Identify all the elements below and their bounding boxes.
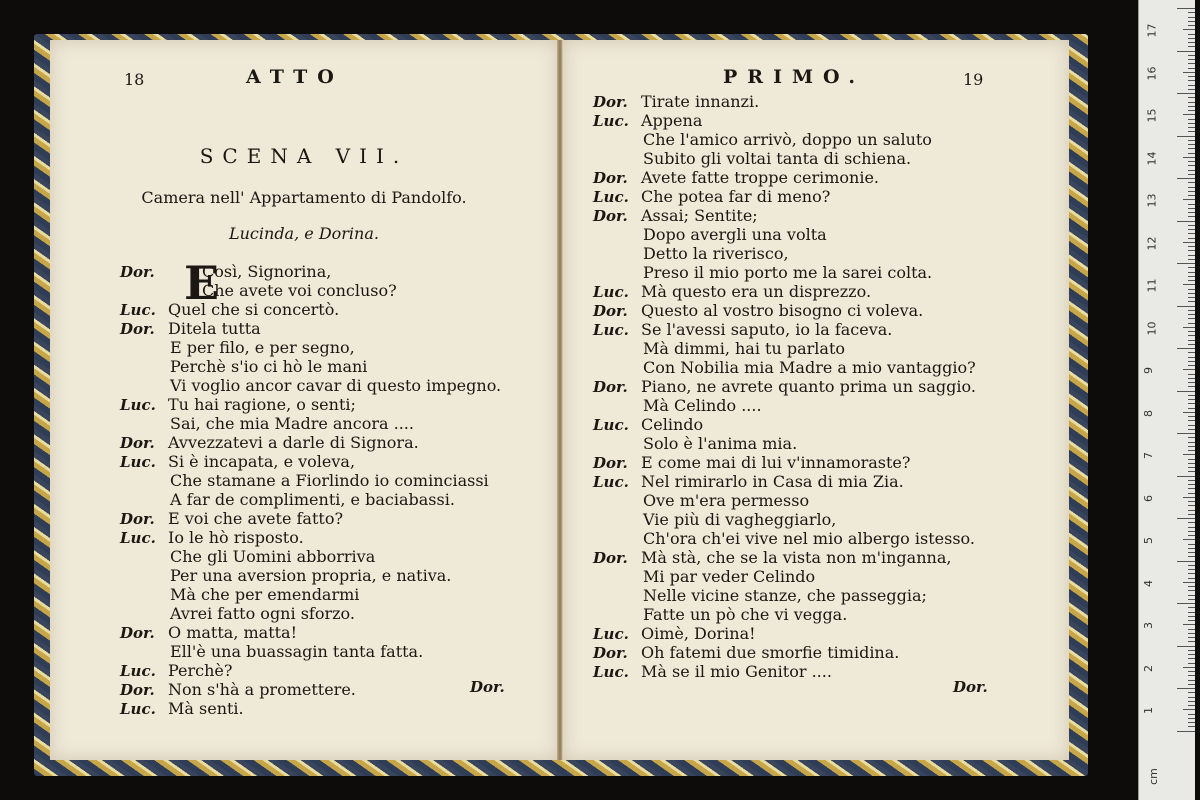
catchword: Dor.: [953, 678, 988, 696]
ruler-tick: [1188, 612, 1195, 613]
verse-line: Preso il mio porto me la sarei colta.: [643, 263, 933, 282]
ruler-tick: [1188, 684, 1195, 685]
ruler-number: 3: [1142, 622, 1155, 629]
speaker-label: Dor.: [120, 624, 155, 642]
verse-line: Appena: [641, 111, 703, 130]
ruler-tick: [1188, 531, 1195, 532]
ruler-number: 2: [1142, 664, 1155, 672]
ruler-tick: [1188, 658, 1195, 659]
ruler-tick: [1188, 204, 1195, 205]
ruler-tick: [1188, 510, 1195, 511]
ruler-tick: [1183, 667, 1195, 668]
ruler-tick: [1188, 131, 1195, 132]
ruler-tick: [1188, 548, 1195, 549]
ruler-tick: [1177, 688, 1195, 689]
speaker-label: Luc.: [593, 416, 629, 434]
ruler-tick: [1188, 144, 1195, 145]
ruler-tick: [1188, 365, 1195, 366]
verse-line: E per filo, e per segno,: [170, 338, 355, 357]
ruler-tick: [1177, 348, 1195, 349]
measuring-ruler: [1138, 0, 1195, 800]
ruler-tick: [1188, 170, 1195, 171]
ruler-tick: [1188, 480, 1195, 481]
ruler-tick: [1177, 178, 1195, 179]
verse-line: Avrei fatto ogni sforzo.: [170, 604, 355, 623]
ruler-tick: [1177, 136, 1195, 137]
ruler-tick: [1188, 641, 1195, 642]
ruler-tick: [1183, 199, 1195, 200]
ruler-tick: [1188, 293, 1195, 294]
ruler-tick: [1188, 544, 1195, 545]
ruler-tick: [1188, 110, 1195, 111]
verse-line: Avete fatte troppe cerimonie.: [641, 168, 879, 187]
ruler-tick: [1188, 718, 1195, 719]
ruler-tick: [1188, 616, 1195, 617]
ruler-tick: [1188, 633, 1195, 634]
ruler-number: 6: [1142, 494, 1155, 502]
ruler-tick: [1177, 93, 1195, 94]
ruler-tick: [1188, 331, 1195, 332]
verse-line: Avvezzatevi a darle di Signora.: [168, 433, 419, 452]
ruler-tick: [1188, 586, 1195, 587]
verse-line: Tu hai ragione, o senti;: [168, 395, 356, 414]
verse-line: Che gli Uomini abborriva: [170, 547, 376, 566]
ruler-number: 9: [1142, 367, 1155, 374]
verse-line: O matta, matta!: [168, 623, 298, 642]
catchword: Dor.: [470, 678, 505, 696]
ruler-tick: [1188, 289, 1195, 290]
ruler-tick: [1188, 420, 1195, 421]
ruler-tick: [1188, 174, 1195, 175]
ruler-tick: [1188, 386, 1195, 387]
ruler-tick: [1188, 459, 1195, 460]
ruler-tick: [1183, 497, 1195, 498]
scene-setting: Camera nell' Appartamento di Pandolfo.: [141, 188, 467, 207]
verse-line: Mà questo era un disprezzo.: [641, 282, 872, 301]
ruler-tick: [1188, 187, 1195, 188]
ruler-tick: [1183, 114, 1195, 115]
ruler-number: 1: [1142, 707, 1155, 714]
ruler-tick: [1188, 442, 1195, 443]
ruler-tick: [1188, 208, 1195, 209]
speaker-label: Luc.: [120, 662, 156, 680]
ruler-tick: [1177, 603, 1195, 604]
ruler-tick: [1188, 556, 1195, 557]
ruler-number: 16: [1145, 66, 1159, 80]
running-head: ATTO: [246, 66, 344, 88]
speaker-label: Dor.: [593, 378, 628, 396]
ruler-tick: [1188, 403, 1195, 404]
verse-line: Perchè s'io ci hò le mani: [170, 357, 368, 376]
scene-characters: Lucinda, e Dorina.: [229, 224, 379, 243]
verse-line: Sai, che mia Madre ancora ....: [170, 414, 414, 433]
speaker-label: Luc.: [593, 283, 629, 301]
ruler-tick: [1188, 165, 1195, 166]
ruler-tick: [1188, 463, 1195, 464]
verse-line: Se l'avessi saputo, io la faceva.: [641, 320, 893, 339]
ruler-tick: [1188, 127, 1195, 128]
speaker-label: Luc.: [593, 321, 629, 339]
verse-line: Questo al vostro bisogno ci voleva.: [641, 301, 924, 320]
scene-title: SCENA VII.: [199, 144, 409, 168]
verse-line: Mà se il mio Genitor ....: [641, 662, 832, 681]
ruler-tick: [1188, 382, 1195, 383]
verse-line: Che l'amico arrivò, doppo un saluto: [643, 130, 932, 149]
ruler-tick: [1183, 157, 1195, 158]
ruler-number: 12: [1145, 236, 1159, 250]
ruler-tick: [1188, 59, 1195, 60]
ruler-tick: [1188, 654, 1195, 655]
ruler-tick: [1188, 361, 1195, 362]
ruler-tick: [1188, 12, 1195, 13]
verse-line: Quel che si concertò.: [168, 300, 340, 319]
ruler-tick: [1183, 539, 1195, 540]
ruler-tick: [1188, 705, 1195, 706]
ruler-tick: [1177, 391, 1195, 392]
ruler-tick: [1188, 527, 1195, 528]
ruler-tick: [1188, 225, 1195, 226]
verse-line: Che stamane a Fiorlindo io cominciassi: [170, 471, 489, 490]
book-binding: [34, 34, 1088, 776]
verse-line: Solo è l'anima mia.: [643, 434, 798, 453]
speaker-label: Dor.: [593, 169, 628, 187]
ruler-tick: [1188, 246, 1195, 247]
verse-line: Nelle vicine stanze, che passeggia;: [643, 586, 927, 605]
ruler-tick: [1188, 38, 1195, 39]
ruler-number: 4: [1142, 579, 1155, 587]
verse-line: Fatte un pò che vi vegga.: [643, 605, 848, 624]
ruler-tick: [1188, 17, 1195, 18]
ruler-tick: [1188, 123, 1195, 124]
verse-line: Oh fatemi due smorfie timidina.: [641, 643, 900, 662]
ruler-tick: [1188, 340, 1195, 341]
verse-line: Mi par veder Celindo: [643, 567, 816, 586]
ruler-tick: [1188, 637, 1195, 638]
speaker-label: Luc.: [593, 663, 629, 681]
ruler-tick: [1188, 323, 1195, 324]
speaker-label: Dor.: [593, 644, 628, 662]
ruler-tick: [1188, 408, 1195, 409]
verse-line: E come mai di lui v'innamoraste?: [641, 453, 911, 472]
ruler-tick: [1188, 182, 1195, 183]
ruler-tick: [1188, 46, 1195, 47]
ruler-tick: [1177, 221, 1195, 222]
ruler-tick: [1188, 399, 1195, 400]
ruler-tick: [1177, 8, 1195, 9]
ruler-tick: [1188, 267, 1195, 268]
ruler-tick: [1188, 102, 1195, 103]
speaker-label: Dor.: [120, 510, 155, 528]
speaker-label: Dor.: [593, 207, 628, 225]
drop-cap: E: [184, 256, 220, 310]
ruler-tick: [1188, 153, 1195, 154]
ruler-tick: [1188, 76, 1195, 77]
ruler-tick: [1188, 514, 1195, 515]
speaker-label: Dor.: [120, 434, 155, 452]
ruler-tick: [1188, 68, 1195, 69]
ruler-tick: [1188, 578, 1195, 579]
speaker-label: Luc.: [593, 473, 629, 491]
ruler-tick: [1177, 518, 1195, 519]
verse-line: Dopo avergli una volta: [643, 225, 827, 244]
speaker-label: Dor.: [593, 549, 628, 567]
ruler-tick: [1188, 680, 1195, 681]
ruler-tick: [1188, 429, 1195, 430]
ruler-tick: [1188, 259, 1195, 260]
verse-line: Vi voglio ancor cavar di questo impegno.: [170, 376, 502, 395]
ruler-tick: [1188, 106, 1195, 107]
ruler-number: 10: [1145, 321, 1159, 335]
ruler-tick: [1188, 493, 1195, 494]
ruler-tick: [1188, 229, 1195, 230]
ruler-tick: [1188, 692, 1195, 693]
ruler-tick: [1188, 697, 1195, 698]
ruler-tick: [1188, 425, 1195, 426]
page-number: 19: [963, 70, 984, 89]
verse-line: Piano, ne avrete quanto prima un saggio.: [641, 377, 976, 396]
ruler-tick: [1188, 97, 1195, 98]
ruler-number: 13: [1145, 193, 1159, 208]
ruler-tick: [1183, 284, 1195, 285]
ruler-tick: [1188, 629, 1195, 630]
ruler-tick: [1177, 433, 1195, 434]
ruler-number: 5: [1142, 537, 1155, 544]
verse-line: Vie più di vagheggiarlo,: [643, 510, 837, 529]
ruler-tick: [1188, 352, 1195, 353]
verse-line: Così, Signorina,: [202, 262, 332, 281]
speaker-label: Dor.: [593, 302, 628, 320]
ruler-tick: [1188, 701, 1195, 702]
ruler-tick: [1188, 195, 1195, 196]
speaker-label: Luc.: [120, 529, 156, 547]
ruler-tick: [1188, 216, 1195, 217]
ruler-tick: [1188, 140, 1195, 141]
verse-line: Ell'è una buassagin tanta fatta.: [170, 642, 424, 661]
ruler-tick: [1188, 416, 1195, 417]
verse-line: Ove m'era permesso: [643, 491, 810, 510]
verse-line: Nel rimirarlo in Casa di mia Zia.: [641, 472, 904, 491]
verse-line: Non s'hà a promettere.: [168, 680, 356, 699]
ruler-tick: [1188, 650, 1195, 651]
ruler-tick: [1177, 731, 1195, 732]
ruler-tick: [1188, 314, 1195, 315]
ruler-tick: [1188, 471, 1195, 472]
ruler-tick: [1183, 72, 1195, 73]
verse-line: Mà Celindo ....: [643, 396, 762, 415]
ruler-number: 11: [1145, 278, 1159, 293]
ruler-tick: [1177, 51, 1195, 52]
ruler-tick: [1183, 327, 1195, 328]
ruler-tick: [1188, 595, 1195, 596]
ruler-tick: [1188, 722, 1195, 723]
verse-line: Si è incapata, e voleva,: [168, 452, 356, 471]
verse-line: Mà dimmi, hai tu parlato: [643, 339, 846, 358]
verse-line: Mà senti.: [168, 699, 244, 718]
verse-line: Tirate innanzi.: [641, 92, 760, 111]
ruler-tick: [1188, 80, 1195, 81]
ruler-tick: [1177, 263, 1195, 264]
ruler-tick: [1188, 212, 1195, 213]
verse-line: Con Nobilia mia Madre a mio vantaggio?: [643, 358, 976, 377]
ruler-tick: [1188, 297, 1195, 298]
ruler-tick: [1188, 85, 1195, 86]
ruler-tick: [1177, 476, 1195, 477]
speaker-label: Luc.: [120, 301, 156, 319]
ruler-tick: [1188, 552, 1195, 553]
ruler-tick: [1188, 301, 1195, 302]
ruler-tick: [1188, 238, 1195, 239]
ruler-tick: [1188, 378, 1195, 379]
ruler-number: 17: [1145, 23, 1159, 38]
ruler-tick: [1183, 582, 1195, 583]
ruler-tick: [1183, 412, 1195, 413]
ruler-tick: [1188, 276, 1195, 277]
ruler-tick: [1188, 714, 1195, 715]
ruler-number: 14: [1145, 151, 1159, 165]
ruler-tick: [1188, 620, 1195, 621]
verse-line: Subito gli voltai tanta di schiena.: [643, 149, 912, 168]
verse-line: Mà stà, che se la vista non m'inganna,: [641, 548, 952, 567]
ruler-tick: [1188, 607, 1195, 608]
verse-line: Perchè?: [168, 661, 233, 680]
verse-line: E voi che avete fatto?: [168, 509, 344, 528]
ruler-tick: [1188, 488, 1195, 489]
ruler-tick: [1188, 25, 1195, 26]
verse-line: Mà che per emendarmi: [170, 585, 360, 604]
ruler-tick: [1188, 663, 1195, 664]
ruler-tick: [1188, 344, 1195, 345]
speaker-label: Luc.: [593, 625, 629, 643]
speaker-label: Dor.: [593, 454, 628, 472]
ruler-unit: cm: [1146, 768, 1160, 785]
ruler-tick: [1188, 565, 1195, 566]
ruler-tick: [1183, 369, 1195, 370]
ruler-tick: [1188, 467, 1195, 468]
ruler-tick: [1188, 55, 1195, 56]
ruler-tick: [1188, 161, 1195, 162]
ruler-tick: [1188, 522, 1195, 523]
ruler-tick: [1188, 357, 1195, 358]
ruler-tick: [1188, 573, 1195, 574]
ruler-tick: [1188, 675, 1195, 676]
verse-line: Detto la riverisco,: [643, 244, 789, 263]
ruler-tick: [1188, 250, 1195, 251]
speaker-label: Luc.: [593, 188, 629, 206]
ruler-tick: [1188, 310, 1195, 311]
ruler-tick: [1188, 535, 1195, 536]
ruler-tick: [1188, 191, 1195, 192]
ruler-tick: [1188, 590, 1195, 591]
ruler-tick: [1177, 561, 1195, 562]
verse-line: Per una aversion propria, e nativa.: [170, 566, 452, 585]
ruler-tick: [1188, 505, 1195, 506]
speaker-label: Dor.: [120, 320, 155, 338]
ruler-tick: [1188, 484, 1195, 485]
verse-line: A far de complimenti, e baciabassi.: [170, 490, 455, 509]
ruler-tick: [1188, 599, 1195, 600]
ruler-tick: [1183, 454, 1195, 455]
page-number: 18: [124, 70, 145, 89]
ruler-tick: [1188, 335, 1195, 336]
ruler-tick: [1177, 646, 1195, 647]
ruler-tick: [1188, 148, 1195, 149]
left-page: [50, 40, 559, 760]
ruler-tick: [1188, 272, 1195, 273]
speaker-label: Dor.: [120, 263, 155, 281]
ruler-tick: [1188, 450, 1195, 451]
ruler-tick: [1188, 34, 1195, 35]
speaker-label: Luc.: [120, 396, 156, 414]
ruler-tick: [1188, 671, 1195, 672]
ruler-tick: [1183, 709, 1195, 710]
ruler-tick: [1183, 624, 1195, 625]
running-head: PRIMO.: [723, 66, 866, 88]
ruler-number: 7: [1142, 452, 1155, 459]
ruler-tick: [1188, 255, 1195, 256]
ruler-tick: [1188, 374, 1195, 375]
ruler-tick: [1177, 306, 1195, 307]
ruler-tick: [1188, 42, 1195, 43]
ruler-tick: [1188, 569, 1195, 570]
speaker-label: Luc.: [120, 453, 156, 471]
right-page: [562, 40, 1069, 760]
ruler-tick: [1183, 242, 1195, 243]
ruler-tick: [1188, 21, 1195, 22]
verse-line: Oimè, Dorina!: [641, 624, 756, 643]
ruler-tick: [1188, 280, 1195, 281]
verse-line: Ditela tutta: [168, 319, 261, 338]
speaker-label: Dor.: [120, 681, 155, 699]
speaker-label: Dor.: [593, 93, 628, 111]
verse-line: Che potea far di meno?: [641, 187, 831, 206]
ruler-tick: [1183, 29, 1195, 30]
ruler-tick: [1188, 395, 1195, 396]
verse-line: Io le hò risposto.: [168, 528, 304, 547]
speaker-label: Luc.: [120, 700, 156, 718]
verse-line: Ch'ora ch'ei vive nel mio albergo istesso.: [643, 529, 975, 548]
speaker-label: Luc.: [593, 112, 629, 130]
ruler-tick: [1188, 89, 1195, 90]
ruler-tick: [1188, 318, 1195, 319]
ruler-tick: [1188, 63, 1195, 64]
verse-line: Assai; Sentite;: [641, 206, 758, 225]
ruler-tick: [1188, 119, 1195, 120]
verse-line: Che avete voi concluso?: [202, 281, 397, 300]
ruler-tick: [1188, 501, 1195, 502]
verse-line: Celindo: [641, 415, 704, 434]
ruler-tick: [1188, 233, 1195, 234]
ruler-number: 8: [1142, 409, 1155, 417]
ruler-tick: [1188, 446, 1195, 447]
ruler-tick: [1188, 726, 1195, 727]
ruler-number: 15: [1145, 108, 1159, 123]
ruler-tick: [1188, 437, 1195, 438]
